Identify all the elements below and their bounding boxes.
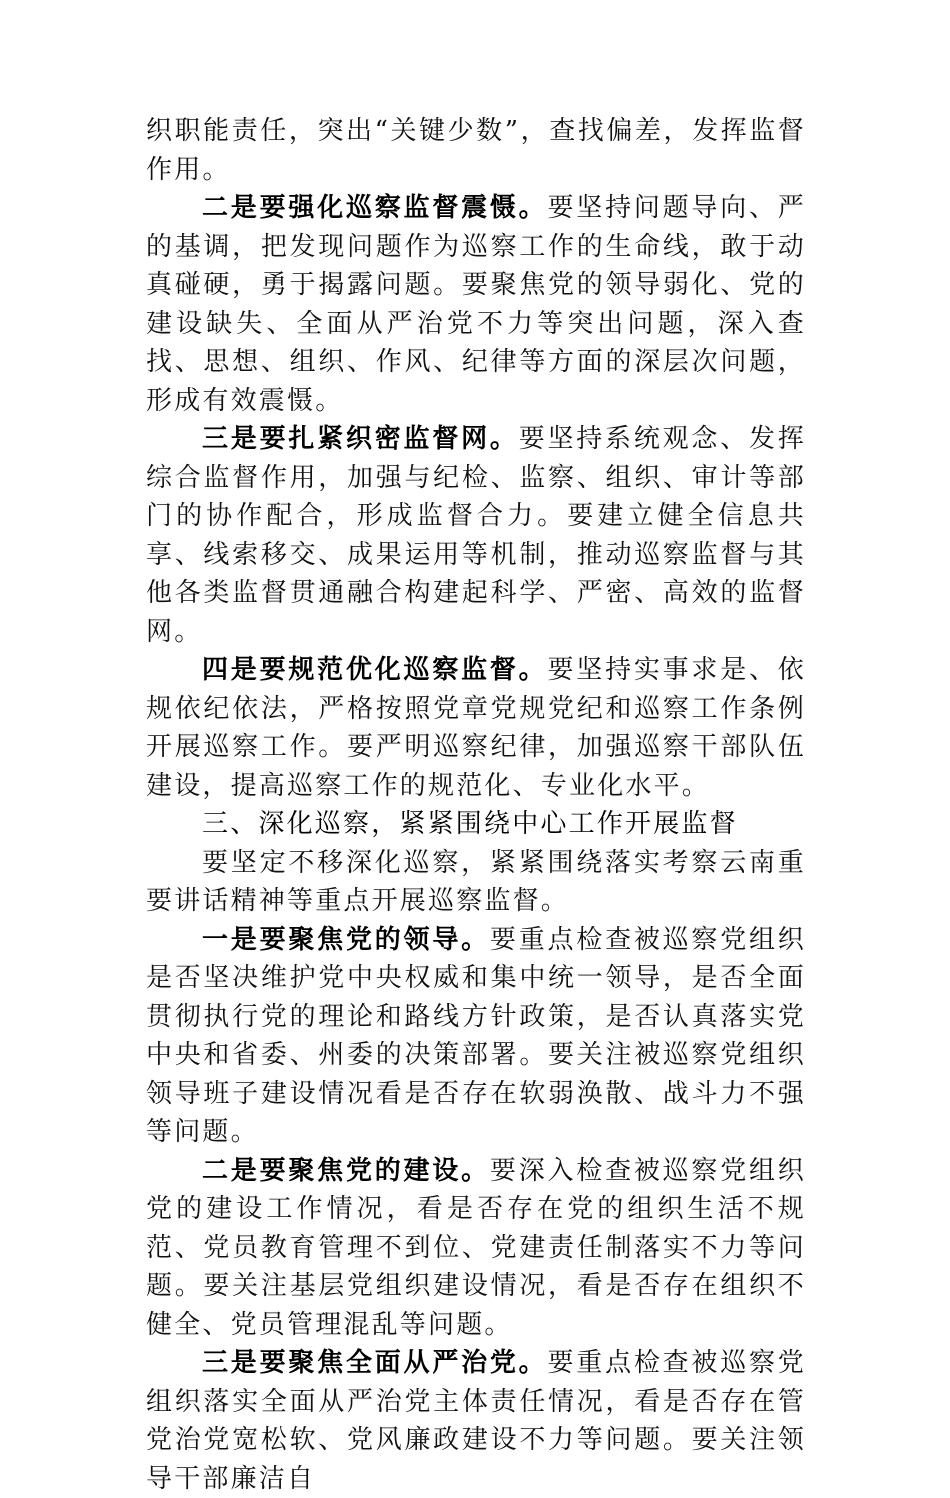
paragraph-lead: 三是要扎紧织密监督网。 (202, 424, 519, 454)
paragraph-text: 织职能责任，突出“关键少数”，查找偏差，发挥监督作用。 (146, 116, 806, 185)
paragraph-lead: 二是要强化巡察监督震慑。 (202, 193, 548, 223)
paragraph-text: 要坚持实事求是、依规依纪依法，严格按照党章党规党纪和巡察工作条例开展巡察工作。要严明巡察纪律，加强巡察干部队伍建设，提高巡察工作的规范化、专业化水平。 (146, 655, 806, 801)
paragraph-lead: 一是要聚焦党的领导。 (202, 924, 490, 955)
section-heading-text: 三、深化巡察，紧紧围绕中心工作开展监督 (202, 809, 738, 839)
paragraph-text: 要重点检查被巡察党组织是否坚决维护党中央权威和集中统一领导，是否全面贯彻执行党的理论和路线方针政策，是否认真落实党中央和省委、州委的决策部署。要关注被巡察党组织领导班子建设情况看是否存在软弱涣散、战斗力不强等问题。 (146, 924, 806, 1147)
paragraph-strict-governance (146, 1344, 806, 1498)
paragraph-party-building (146, 1152, 806, 1345)
document-body (146, 112, 806, 1498)
paragraph-strengthen-deterrence (146, 189, 806, 420)
paragraph-text: 要坚持系统观念、发挥综合监督作用，加强与纪检、监察、组织、审计等部门的协作配合，形成监督合力。要建立健全信息共享、线索移交、成果运用等机制，推动巡察监督与其他各类监督贯通融合构建起科学、严密、高效的监督网。 (146, 424, 806, 647)
paragraph-supervision-network (146, 420, 806, 651)
paragraph-lead: 四是要规范优化巡察监督。 (202, 655, 548, 685)
paragraph-deepen-inspection (146, 844, 806, 921)
paragraph-party-leadership (146, 921, 806, 1152)
paragraph-text: 要坚定不移深化巡察，紧紧围绕落实考察云南重要讲话精神等重点开展巡察监督。 (146, 847, 806, 916)
paragraph-text: 要深入检查被巡察党组织党的建设工作情况，看是否存在党的组织生活不规范、党员教育管理不到位、党建责任制落实不力等问题。要关注基层党组织建设情况，看是否存在组织不健全、党员管理混乱等问题。 (146, 1155, 806, 1340)
section-heading (146, 805, 806, 844)
paragraph-lead: 三是要聚焦全面从严治党。 (202, 1348, 548, 1378)
paragraph-text: 要重点检查被巡察党组织落实全面从严治党主体责任情况，看是否存在管党治党宽松软、党风廉政建设不力等问题。要关注领导干部廉洁自 (146, 1348, 806, 1494)
paragraph-text: 要坚持问题导向、严的基调，把发现问题作为巡察工作的生命线，敢于动真碰硬，勇于揭露问题。要聚焦党的领导弱化、党的建设缺失、全面从严治党不力等突出问题，深入查找、思想、组织、作风、纪律等方面的深层次问题，形成有效震慑。 (146, 193, 806, 416)
paragraph-lead: 二是要聚焦党的建设。 (202, 1155, 490, 1186)
paragraph-standardize-supervision (146, 651, 806, 805)
paragraph-continuation (146, 112, 806, 189)
